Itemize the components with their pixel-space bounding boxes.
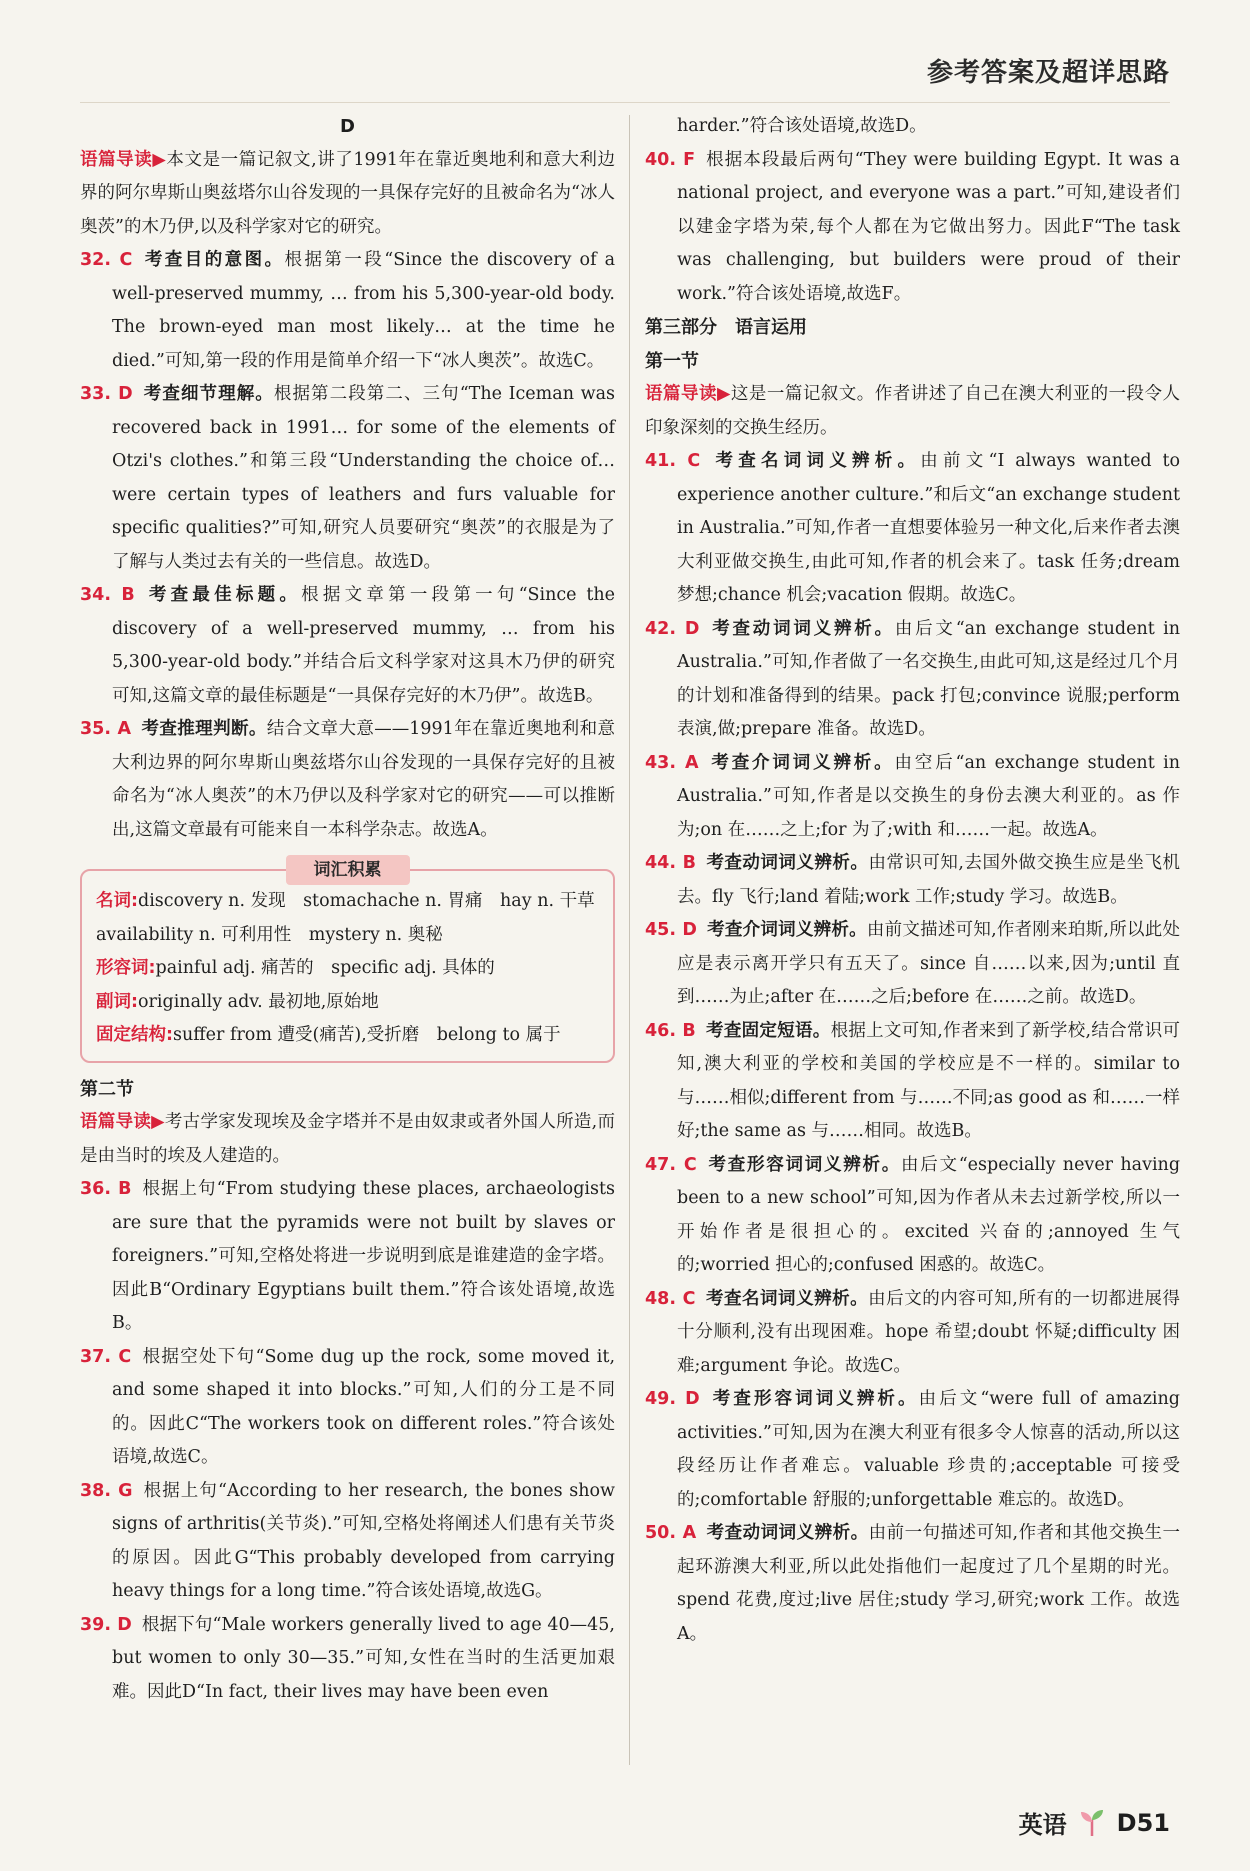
answer-50: 50. A 考查动词词义辨析。由前一句描述可知,作者和其他交换生一起环游澳大利亚,所以此处指他们一起度过了几个星期的时光。spend 花费,度过;live 居住;study 学习,研究;work 工作。故选A。 [645, 1523, 1181, 1644]
answer-49: 49. D 考查形容词词义辨析。由后文“were full of amazing activities.”可知,因为在澳大利亚有很多令人惊喜的活动,所以这段经历让作者难忘。valuable 珍贵的;acceptable 可接受的;comfortable 舒服的;unforgettable 难忘的。故选D。 [645, 1389, 1180, 1510]
sprout-icon [1077, 1808, 1107, 1838]
answer-43: 43. A 考查介词词义辨析。由空后“an exchange student in Australia.”可知,作者是以交换生的身份去澳大利亚的。as 作为;on 在……之上;for 为了;with 和……一起。故选A。 [645, 752, 1181, 840]
arrow-icon: ▶ [151, 1112, 165, 1132]
right-column [645, 110, 1180, 1651]
answer-36: 36. B 根据上句“From studying these places, archaeologists are sure that the pyramids were not built by slaves or foreigners.”可知,空格处将进一步说明到底是谁建造的金字塔。因此B“Ordinary Egyptians built them.”符合该处语境,故选B。 [80, 1179, 615, 1333]
page-number: D51 [1116, 1808, 1170, 1837]
section-2-heading: 第二节 [80, 1078, 134, 1100]
answer-47: 47. C 考查形容词词义辨析。由后文“especially never having been to a new school”可知,因为作者从未去过新学校,所以一开始作者是很担心的。excited 兴奋的;annoyed 生气的;worried 担心的;confused 困惑的。故选C。 [645, 1154, 1181, 1275]
column-divider [629, 115, 630, 1765]
vocab-box [80, 860, 615, 1063]
vocab-title: 词汇积累 [286, 855, 410, 885]
answer-40: 40. F 根据本段最后两句“They were building Egypt. It was a national project, and everyone was a part.”可知,建设者们以建金字塔为荣,每个人都在为它做出努力。因此F“The task was challenging, but builders were proud of their work.”符合该处语境,故选F。 [645, 149, 1180, 304]
s2-intro: 语篇导读▶考古学家发现埃及金字塔并不是由奴隶或者外国人所造,而是由当时的埃及人建造的。 [80, 1112, 616, 1166]
answer-48: 48. C 考查名词词义辨析。由后文的内容可知,所有的一切都进展得十分顺利,没有出现困难。hope 希望;doubt 怀疑;difficulty 困难;argument 争论。故选C。 [645, 1288, 1181, 1376]
header-rule [80, 102, 1170, 103]
subject-label: 英语 [1018, 1811, 1067, 1839]
answer-45: 45. D 考查介词词义辨析。由前文描述可知,作者刚来珀斯,所以此处应是表示离开学只有五天了。since 自……以来,因为;until 直到……为止;after 在……之后;before 在……之前。故选D。 [645, 920, 1180, 1007]
answer-39: 39. D 根据下句“Male workers generally lived to age 40—45, but women to only 30—35.”可知,女性在当时的生活更加艰难。因此D“In fact, their lives may have been even [80, 1614, 615, 1702]
answer-38: 38. G 根据上句“According to her research, the bones show signs of arthritis(关节炎).”可知,空格处将阐述人们患有关节炎的原因。因此G“This probably developed from carrying heavy things for a long time.”符合该处语境,故选G。 [80, 1480, 615, 1601]
vocab-row: availability n. 可利用性 mystery n. 奥秘 [96, 924, 443, 945]
d-intro: 语篇导读▶本文是一篇记叙文,讲了1991年在靠近奥地利和意大利边界的阿尔卑斯山奥兹塔尔山谷发现的一具保存完好的且被命名为“冰人奥茨”的木乃伊,以及科学家对它的研究。 [80, 149, 615, 237]
section-d-heading: D [340, 116, 355, 137]
answer-32: 32. C 考查目的意图。根据第一段“Since the discovery of a well-preserved mummy, … from his 5,300-year-old body. The brown-eyed man most likely… at the time he died.”可知,第一段的作用是简单介绍一下“冰人奥茨”。故选C。 [80, 250, 616, 371]
arrow-icon: ▶ [716, 384, 731, 404]
answer-42: 42. D 考查动词词义辨析。由后文“an exchange student in Australia.”可知,作者做了一名交换生,由此可知,这是经过几个月的计划和准备得到的结果。pack 打包;convince 说服;perform 表演,做;prepare 准备。故选D。 [645, 618, 1181, 739]
vocab-row: 名词:discovery n. 发现 stomachache n. 胃痛 hay n. 干草 [96, 891, 595, 911]
answer-34: 34. B 考查最佳标题。根据文章第一段第一句“Since the discovery of a well-preserved mummy, … from his 5,300-year-old body.”并结合后文科学家对这具木乃伊的研究可知,这篇文章的最佳标题是“一具保存完好的木乃伊”。故选B。 [80, 585, 616, 706]
vocab-row: 形容词:painful adj. 痛苦的 specific adj. 具体的 [96, 958, 495, 978]
s1-intro: 语篇导读▶这是一篇记叙文。作者讲述了自己在澳大利亚的一段令人印象深刻的交换生经历。 [645, 384, 1181, 438]
answer-35: 35. A 考查推理判断。结合文章大意——1991年在靠近奥地利和意大利边界的阿尔卑斯山奥兹塔尔山谷发现的一具保存完好的且被命名为“冰人奥茨”的木乃伊以及科学家对它的研究——可以推断出,这篇文章最有可能来自一本科学杂志。故选A。 [80, 719, 615, 840]
part3-heading: 第三部分 语言运用 [645, 317, 807, 338]
section-1-heading: 第一节 [645, 350, 699, 372]
page-footer [1019, 1805, 1170, 1840]
vocab-row: 副词:originally adv. 最初地,原始地 [96, 991, 379, 1012]
page-header-title: 参考答案及超详思路 [926, 58, 1170, 88]
vocab-row: 固定结构:suffer from 遭受(痛苦),受折磨 belong to 属于 [96, 1025, 561, 1045]
left-column [80, 110, 615, 1709]
answer-44: 44. B 考查动词词义辨析。由常识可知,去国外做交换生应是坐飞机去。fly 飞行;land 着陆;work 工作;study 学习。故选B。 [645, 853, 1180, 907]
answer-41: 41. C 考查名词词义辨析。由前文“I always wanted to experience another culture.”和后文“an exchange student in Australia.”可知,作者一直想要体验另一种文化,后来作者去澳大利亚做交换生,由此可知,作者的机会来了。task 任务;dream 梦想;chance 机会;vacation 假期。故选C。 [645, 451, 1181, 605]
answer-37: 37. C 根据空处下句“Some dug up the rock, some moved it, and some shaped it into blocks.”可知,人们的分工是不同的。因此C“The workers took on different roles.”符合该处语境,故选C。 [80, 1346, 616, 1467]
answer-39-continued: harder.”符合该处语境,故选D。 [677, 116, 927, 136]
intro-tag: 语篇导读 [80, 149, 153, 170]
answer-33: 33. D 考查细节理解。根据第二段第二、三句“The Iceman was recovered back in 1991… for some of the elements of Otzi's clothes.”和第三段“Understanding the choice of… were certain types of leathers and furs valuable for specific qualities?”可知,研究人员要研究“奥茨”的衣服是为了了解与人类过去有关的一些信息。故选D。 [80, 384, 615, 572]
arrow-icon: ▶ [152, 149, 167, 170]
answer-46: 46. B 考查固定短语。根据上文可知,作者来到了新学校,结合常识可知,澳大利亚的学校和美国的学校应是不一样的。similar to 与……相似;different from 与……不同;as good as 和……一样好;the same as 与……相同。故选B。 [645, 1020, 1181, 1141]
